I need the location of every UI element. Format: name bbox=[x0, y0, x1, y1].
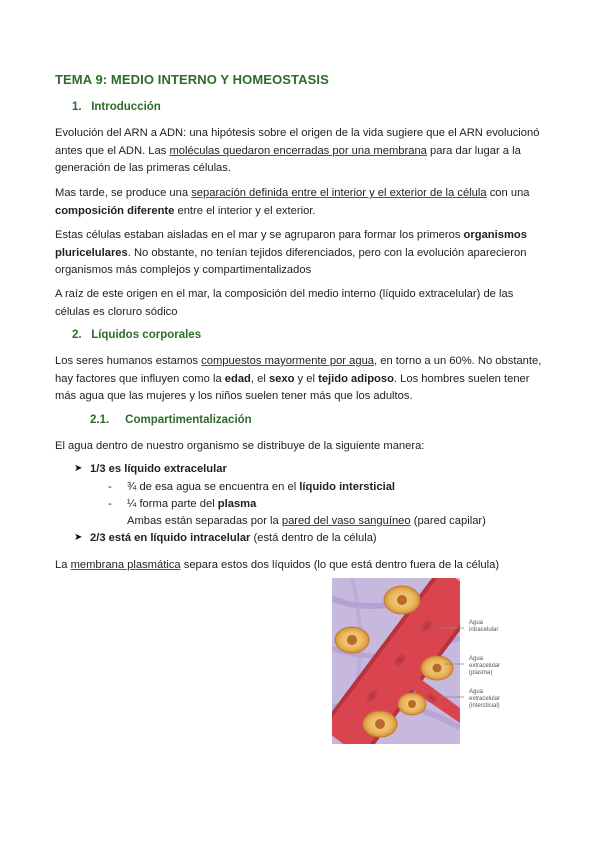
bold-text: sexo bbox=[268, 372, 295, 385]
underlined-text: pared del vaso sanguíneo bbox=[281, 515, 411, 527]
bold-text: plasma bbox=[217, 498, 257, 510]
bold-text: organismos pluricelulares bbox=[55, 229, 527, 259]
text: . No obstante, no tenían tejidos diferenciados, pero con la evolución aparecieron organismos más complejos y compartimentalizados bbox=[55, 246, 527, 276]
figure-label-intracellular bbox=[469, 620, 498, 634]
figure-label-interstitial bbox=[469, 689, 500, 710]
arrow-bullet-icon: ➤ bbox=[74, 532, 83, 543]
bold-text: composición diferente bbox=[55, 204, 175, 217]
bold-text: 1/3 es líquido extracelular bbox=[90, 463, 227, 475]
page-title: TEMA 9: MEDIO INTERNO Y HOMEOSTASIS bbox=[55, 72, 329, 87]
figure-label-plasma bbox=[469, 656, 500, 677]
underlined-text: separación definida entre el interior y el exterior de la célula bbox=[191, 187, 487, 199]
paragraph-7 bbox=[55, 557, 545, 575]
text: , en torno a un 60%. No obstante, hay factores que influyen como la bbox=[55, 355, 542, 385]
section-title: Compartimentalización bbox=[125, 414, 252, 426]
paragraph-6: El agua dentro de nuestro organismo se distribuye de la siguiente manera: bbox=[55, 440, 425, 452]
text: entre el interior y el exterior. bbox=[174, 204, 316, 217]
underlined-text: moléculas quedaron encerradas por una membrana bbox=[169, 144, 427, 157]
label-line: Agua bbox=[469, 620, 484, 626]
text: para dar lugar a la generación de las primeras células. bbox=[55, 144, 521, 174]
bold-text: tejido adiposo bbox=[318, 372, 394, 385]
text: , el bbox=[250, 372, 269, 385]
bold-text: edad bbox=[224, 372, 251, 385]
text: con una bbox=[486, 187, 530, 199]
section-number: 2.1. bbox=[90, 414, 110, 426]
section-2-1-heading bbox=[90, 414, 252, 426]
paragraph-1 bbox=[55, 125, 545, 178]
paragraph-2 bbox=[55, 185, 545, 220]
section-title: Introducción bbox=[91, 101, 161, 113]
text: Ambas están separadas por la bbox=[127, 515, 282, 527]
dash-bullet: - bbox=[108, 498, 112, 510]
text: Mas tarde, se produce una bbox=[55, 187, 192, 199]
sub-item-1b bbox=[127, 496, 256, 513]
section-number: 2. bbox=[72, 329, 82, 341]
bold-text: 2/3 está en líquido intracelular bbox=[90, 532, 251, 544]
label-line: extracelular bbox=[469, 696, 501, 702]
text: ¼ forma parte del bbox=[127, 498, 218, 510]
text: Evolución del ARN a ADN: una hipótesis sobre el origen de la vida sugiere que el ARN evolucionó antes que el ADN. Las bbox=[55, 127, 540, 157]
text: Estas células estaban aisladas en el mar y se agruparon para formar los primeros bbox=[55, 229, 464, 241]
paragraph-4: A raíz de este origen en el mar, la composición del medio interno (líquido extracelular) de las células es cloruro sódico bbox=[55, 288, 514, 318]
text: separa estos dos líquidos (lo que está dentro fuera de la célula) bbox=[180, 559, 500, 571]
text: Los seres humanos estamos bbox=[55, 355, 202, 367]
text: (pared capilar) bbox=[410, 515, 486, 527]
label-line: Agua bbox=[469, 656, 484, 662]
section-1-heading bbox=[72, 101, 161, 113]
text: ¾ de esa agua se encuentra en el bbox=[127, 481, 300, 493]
list-item-1 bbox=[90, 461, 227, 478]
text: . Los hombres suelen tener más agua que las mujeres y los niños suelen tener más que los adultos. bbox=[55, 372, 530, 402]
section-title: Líquidos corporales bbox=[91, 329, 202, 341]
paragraph-3 bbox=[55, 227, 545, 280]
bold-text: líquido intersticial bbox=[299, 481, 396, 493]
sub-item-1c bbox=[127, 513, 486, 530]
dash-bullet: - bbox=[108, 481, 112, 493]
section-2-heading bbox=[72, 329, 201, 341]
label-line: intracelular bbox=[469, 627, 499, 633]
text: La bbox=[55, 559, 71, 571]
label-line: (intersticial) bbox=[469, 703, 500, 709]
underlined-text: compuestos mayormente por agua bbox=[201, 355, 375, 367]
label-line: Agua bbox=[469, 689, 484, 695]
text: (está dentro de la célula) bbox=[250, 532, 377, 544]
underlined-text: membrana plasmática bbox=[70, 559, 181, 571]
sub-item-1a bbox=[127, 479, 395, 496]
label-line: (plasma) bbox=[469, 670, 493, 676]
arrow-bullet-icon: ➤ bbox=[74, 463, 83, 474]
body-fluids-illustration bbox=[332, 578, 518, 744]
list-item-2 bbox=[90, 530, 377, 547]
label-line: extracelular bbox=[469, 663, 501, 669]
paragraph-5 bbox=[55, 353, 545, 406]
section-number: 1. bbox=[72, 101, 82, 113]
text: y el bbox=[294, 372, 319, 385]
